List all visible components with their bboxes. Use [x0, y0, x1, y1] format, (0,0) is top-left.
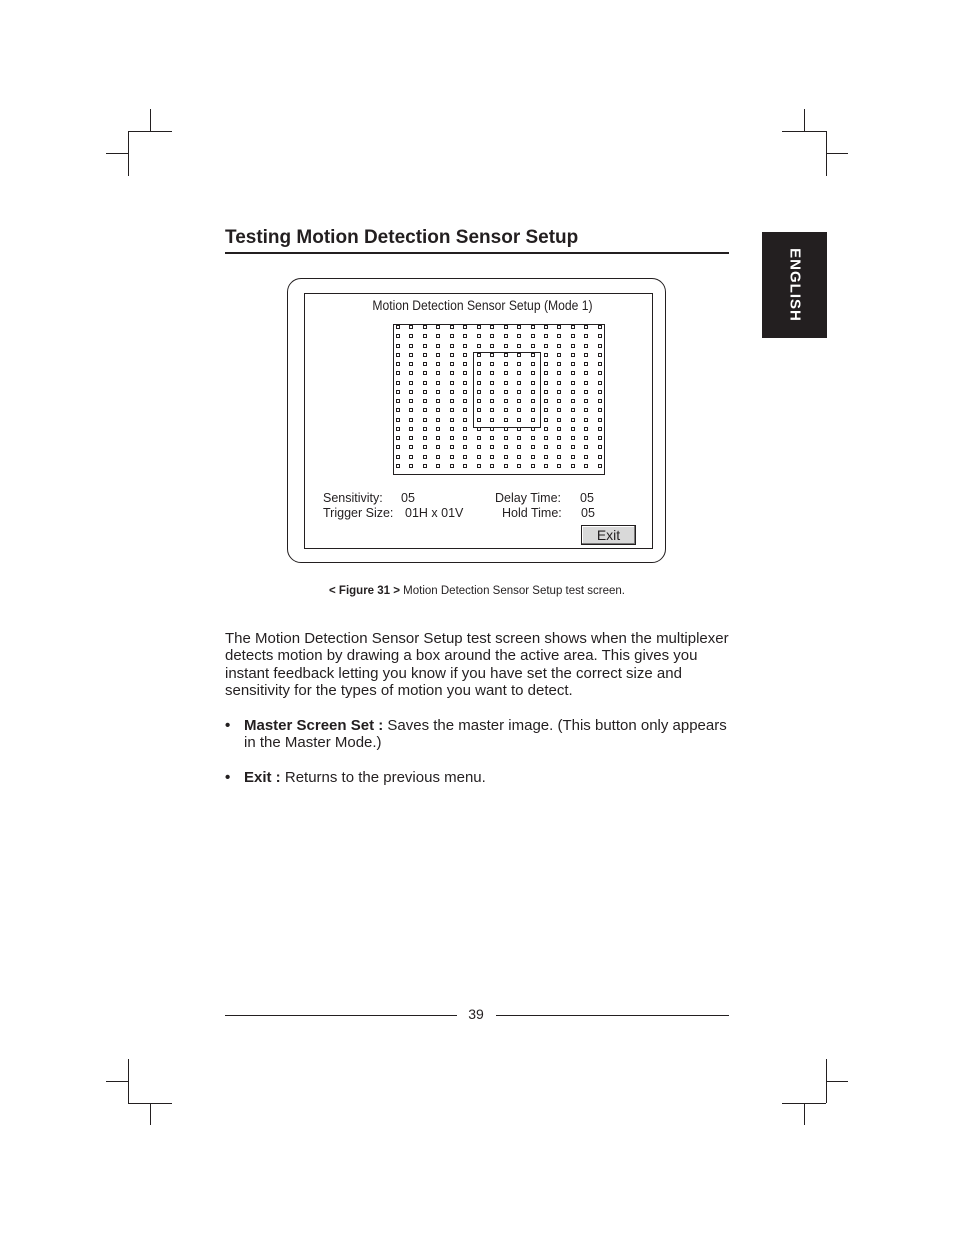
grid-cell [409, 362, 413, 366]
grid-cell [463, 436, 467, 440]
crop-mark [804, 1103, 805, 1125]
grid-cell [544, 399, 548, 403]
grid-cell [557, 445, 561, 449]
grid-cell [436, 455, 440, 459]
grid-cell [463, 445, 467, 449]
grid-cell [463, 325, 467, 329]
grid-cell [544, 371, 548, 375]
grid-cell [571, 344, 575, 348]
description-paragraph: The Motion Detection Sensor Setup test screen shows when the multiplexer detects motion by drawing a box around the active area. This gives you instant feedback letting you know if you have set the correct size and sensitivity for the types of motion you want to detect. [225, 630, 729, 700]
grid-cell [517, 455, 521, 459]
language-tab-label: ENGLISH [786, 248, 803, 322]
grid-cell [504, 334, 508, 338]
grid-cell [544, 408, 548, 412]
exit-button[interactable]: Exit [581, 525, 636, 545]
grid-cell [396, 427, 400, 431]
grid-cell [557, 381, 561, 385]
grid-cell [423, 418, 427, 422]
grid-cell [423, 371, 427, 375]
grid-cell [409, 390, 413, 394]
grid-cell [598, 418, 602, 422]
grid-cell [436, 325, 440, 329]
grid-cell [517, 445, 521, 449]
grid-cell [409, 334, 413, 338]
grid-cell [544, 381, 548, 385]
grid-cell [598, 455, 602, 459]
grid-cell [598, 381, 602, 385]
grid-cell [490, 445, 494, 449]
grid-cell [557, 334, 561, 338]
crop-mark [782, 131, 826, 132]
grid-cell [423, 408, 427, 412]
grid-cell [571, 455, 575, 459]
grid-cell [571, 362, 575, 366]
grid-cell [557, 436, 561, 440]
grid-cell [409, 418, 413, 422]
grid-cell [571, 436, 575, 440]
grid-cell [531, 344, 535, 348]
grid-cell [517, 436, 521, 440]
grid-cell [598, 390, 602, 394]
crop-mark [804, 109, 805, 131]
grid-cell [477, 445, 481, 449]
delay-time-value[interactable]: 05 [580, 491, 594, 505]
grid-cell [423, 427, 427, 431]
bullet-term: Exit : [244, 769, 281, 787]
grid-cell [490, 344, 494, 348]
grid-cell [504, 464, 508, 468]
grid-cell [544, 334, 548, 338]
grid-cell [396, 344, 400, 348]
grid-cell [396, 445, 400, 449]
grid-cell [571, 381, 575, 385]
grid-cell [544, 418, 548, 422]
grid-cell [584, 436, 588, 440]
hold-time-value[interactable]: 05 [581, 506, 595, 520]
grid-cell [571, 445, 575, 449]
grid-cell [423, 464, 427, 468]
grid-cell [436, 381, 440, 385]
grid-cell [557, 408, 561, 412]
grid-cell [544, 436, 548, 440]
grid-cell [571, 371, 575, 375]
screen-title: Motion Detection Sensor Setup (Mode 1) [372, 298, 593, 313]
grid-cell [423, 353, 427, 357]
grid-cell [584, 390, 588, 394]
grid-cell [423, 455, 427, 459]
button-descriptions [225, 717, 730, 804]
grid-cell [477, 325, 481, 329]
grid-cell [571, 427, 575, 431]
grid-cell [584, 353, 588, 357]
delay-time-label: Delay Time: [495, 491, 561, 505]
grid-cell [450, 436, 454, 440]
bullet: • [225, 717, 231, 734]
grid-cell [396, 381, 400, 385]
grid-cell [436, 399, 440, 403]
grid-cell [396, 399, 400, 403]
grid-cell [436, 334, 440, 338]
sensitivity-label: Sensitivity: [323, 491, 383, 505]
bullet-text: Returns to the previous menu. [280, 769, 486, 787]
grid-cell [584, 455, 588, 459]
grid-cell [598, 325, 602, 329]
grid-cell [584, 399, 588, 403]
grid-cell [423, 445, 427, 449]
grid-cell [423, 362, 427, 366]
grid-cell [396, 418, 400, 422]
grid-cell [557, 427, 561, 431]
list-item [225, 769, 730, 786]
grid-cell [557, 362, 561, 366]
grid-cell [557, 353, 561, 357]
grid-cell [423, 334, 427, 338]
grid-cell [436, 464, 440, 468]
grid-cell [477, 455, 481, 459]
grid-cell [409, 464, 413, 468]
grid-cell [436, 390, 440, 394]
grid-cell [409, 371, 413, 375]
grid-cell [409, 353, 413, 357]
grid-cell [396, 371, 400, 375]
grid-cell [450, 334, 454, 338]
crop-mark [106, 1081, 128, 1082]
grid-cell [584, 445, 588, 449]
grid-cell [504, 455, 508, 459]
grid-cell [396, 362, 400, 366]
grid-cell [517, 464, 521, 468]
grid-cell [504, 445, 508, 449]
grid-cell [436, 371, 440, 375]
grid-cell [396, 390, 400, 394]
crop-mark [128, 131, 172, 132]
bullet: • [225, 769, 231, 787]
crop-mark [150, 109, 151, 131]
grid-cell [504, 436, 508, 440]
grid-cell [584, 325, 588, 329]
grid-cell [463, 381, 467, 385]
grid-cell [571, 418, 575, 422]
grid-cell [436, 436, 440, 440]
grid-cell [517, 344, 521, 348]
motion-active-area-box [473, 352, 541, 428]
grid-cell [598, 353, 602, 357]
grid-cell [598, 362, 602, 366]
grid-cell [598, 408, 602, 412]
grid-cell [531, 436, 535, 440]
grid-cell [584, 334, 588, 338]
grid-cell [571, 325, 575, 329]
grid-cell [463, 427, 467, 431]
crop-mark [150, 1103, 151, 1125]
grid-cell [463, 353, 467, 357]
grid-cell [450, 408, 454, 412]
grid-cell [409, 445, 413, 449]
grid-cell [584, 408, 588, 412]
grid-cell [544, 353, 548, 357]
grid-cell [557, 455, 561, 459]
grid-cell [531, 325, 535, 329]
grid-cell [544, 427, 548, 431]
grid-cell [531, 464, 535, 468]
grid-cell [396, 325, 400, 329]
grid-cell [436, 427, 440, 431]
page-number: 39 [468, 1006, 484, 1022]
bullet-term: Master Screen Set : [244, 717, 384, 734]
sensitivity-value[interactable]: 05 [401, 491, 415, 505]
grid-cell [531, 455, 535, 459]
grid-cell [584, 344, 588, 348]
grid-cell [598, 464, 602, 468]
grid-cell [450, 445, 454, 449]
grid-cell [544, 445, 548, 449]
grid-cell [463, 344, 467, 348]
grid-cell [463, 464, 467, 468]
grid-cell [544, 464, 548, 468]
grid-cell [490, 436, 494, 440]
grid-cell [557, 371, 561, 375]
grid-cell [423, 399, 427, 403]
grid-cell [557, 418, 561, 422]
crop-mark [826, 153, 848, 154]
grid-cell [463, 455, 467, 459]
grid-cell [571, 353, 575, 357]
grid-cell [571, 334, 575, 338]
title-underline [225, 252, 729, 254]
grid-cell [598, 334, 602, 338]
grid-cell [490, 464, 494, 468]
grid-cell [544, 325, 548, 329]
grid-cell [463, 418, 467, 422]
grid-cell [450, 353, 454, 357]
footer-rule-right [496, 1015, 729, 1016]
grid-cell [557, 344, 561, 348]
crop-mark [826, 1059, 827, 1103]
grid-cell [463, 334, 467, 338]
grid-cell [450, 427, 454, 431]
grid-cell [436, 418, 440, 422]
grid-cell [531, 445, 535, 449]
grid-cell [571, 464, 575, 468]
grid-cell [409, 399, 413, 403]
footer-rule-left [225, 1015, 457, 1016]
grid-cell [409, 325, 413, 329]
grid-cell [423, 436, 427, 440]
grid-cell [557, 464, 561, 468]
grid-cell [584, 427, 588, 431]
grid-cell [544, 344, 548, 348]
grid-cell [571, 399, 575, 403]
crop-mark [106, 153, 128, 154]
grid-cell [396, 455, 400, 459]
grid-cell [409, 344, 413, 348]
grid-cell [450, 362, 454, 366]
grid-cell [598, 436, 602, 440]
grid-cell [517, 334, 521, 338]
grid-cell [584, 381, 588, 385]
grid-cell [450, 418, 454, 422]
grid-cell [423, 381, 427, 385]
grid-cell [463, 399, 467, 403]
grid-cell [396, 436, 400, 440]
grid-cell [409, 427, 413, 431]
section-title: Testing Motion Detection Sensor Setup [225, 227, 579, 248]
grid-cell [557, 390, 561, 394]
grid-cell [450, 464, 454, 468]
grid-cell [490, 334, 494, 338]
language-tab [762, 232, 827, 338]
grid-cell [436, 408, 440, 412]
grid-cell [517, 325, 521, 329]
grid-cell [477, 436, 481, 440]
grid-cell [436, 353, 440, 357]
bullet-text: Saves the master image. (This button only appears in the Master Mode.) [244, 717, 727, 752]
grid-cell [450, 325, 454, 329]
grid-cell [477, 334, 481, 338]
grid-cell [450, 399, 454, 403]
grid-cell [423, 325, 427, 329]
grid-cell [584, 362, 588, 366]
grid-cell [477, 344, 481, 348]
grid-cell [436, 362, 440, 366]
grid-cell [477, 464, 481, 468]
grid-cell [396, 334, 400, 338]
grid-cell [598, 399, 602, 403]
grid-cell [584, 371, 588, 375]
grid-cell [598, 427, 602, 431]
grid-cell [544, 390, 548, 394]
crop-mark [826, 1081, 848, 1082]
grid-cell [584, 418, 588, 422]
figure-caption-text: Motion Detection Sensor Setup test screen. [399, 585, 625, 597]
grid-cell [531, 334, 535, 338]
figure-caption [225, 585, 729, 597]
grid-cell [450, 390, 454, 394]
grid-cell [463, 362, 467, 366]
grid-cell [504, 325, 508, 329]
grid-cell [584, 464, 588, 468]
grid-cell [598, 344, 602, 348]
trigger-size-value[interactable]: 01H x 01V [405, 506, 464, 520]
grid-cell [598, 371, 602, 375]
grid-cell [571, 408, 575, 412]
list-item [225, 717, 730, 752]
grid-cell [409, 381, 413, 385]
grid-cell [409, 455, 413, 459]
grid-cell [463, 371, 467, 375]
grid-cell [396, 408, 400, 412]
grid-cell [450, 344, 454, 348]
grid-cell [463, 390, 467, 394]
grid-cell [544, 362, 548, 366]
grid-cell [436, 344, 440, 348]
grid-cell [504, 344, 508, 348]
grid-cell [571, 390, 575, 394]
grid-cell [436, 445, 440, 449]
crop-mark [128, 131, 129, 176]
trigger-size-label: Trigger Size: [323, 506, 394, 520]
grid-cell [409, 408, 413, 412]
grid-cell [396, 464, 400, 468]
grid-cell [544, 455, 548, 459]
crop-mark [128, 1059, 129, 1103]
grid-cell [463, 408, 467, 412]
grid-cell [490, 325, 494, 329]
grid-cell [598, 445, 602, 449]
grid-cell [423, 390, 427, 394]
grid-cell [450, 371, 454, 375]
grid-cell [557, 325, 561, 329]
grid-cell [450, 381, 454, 385]
grid-cell [490, 455, 494, 459]
figure-reference: < Figure 31 > [329, 585, 400, 597]
grid-cell [409, 436, 413, 440]
grid-cell [450, 455, 454, 459]
hold-time-label: Hold Time: [502, 506, 562, 520]
grid-cell [396, 353, 400, 357]
grid-cell [423, 344, 427, 348]
grid-cell [557, 399, 561, 403]
